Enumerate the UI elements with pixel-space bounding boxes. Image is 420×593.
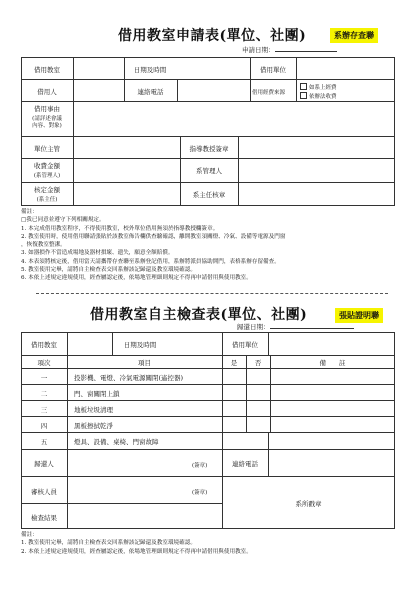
col-no-header: 項次 (37, 359, 51, 367)
col-no-answer-header: 否 (254, 359, 262, 367)
form2-notes: 備註： 1. 教室使用完畢，請將自主檢查表交回系辦該記歸還及教室環境確認。 2. 本依上述規定違規使用，經查屬認定後，依場地管理細則規定不得再申請借用與使用教室。 (21, 532, 252, 555)
dept-head-sign-label: 系主任核章 (192, 191, 226, 199)
returner-label: 歸還人 (34, 460, 54, 468)
form2-phone-label: 連絡電話 (232, 460, 258, 468)
reason-hint-1: (請詳述會議 (32, 116, 62, 122)
stamp-label: 系所戳章 (295, 500, 322, 508)
checklist-item: 投影機、電燈、冷氣電源關閉(遙控器) (74, 374, 184, 382)
dept-manager-label: 系管理人 (196, 167, 222, 175)
checklist-item: 地板垃圾清理 (74, 406, 113, 414)
phone-label: 連絡電話 (137, 88, 164, 96)
returner-sign-hint: (簽章) (192, 463, 208, 469)
checkbox-icon (300, 92, 307, 99)
returner-row (21, 449, 395, 477)
form2-datetime-label: 日期及時間 (123, 341, 157, 349)
advisor-sign-label: 指導教授簽章 (189, 145, 229, 153)
reason-hint-2: 內容、對象) (32, 123, 62, 129)
checklist-item: 燈具、設備、桌椅、門窗故障 (74, 438, 159, 446)
form2-borrow-room-label: 借用教室 (31, 341, 57, 349)
fee-amount-sub: (系管理人) (33, 173, 61, 179)
agree-checkbox[interactable]: □我已同意並遵守下列相關規定。 (21, 217, 105, 224)
funding-source-label: 借用經費來源 (252, 90, 286, 96)
unit-head-label: 單位主管 (34, 145, 60, 153)
reason-label: 借用事由 (34, 105, 60, 113)
form2-title: 借用教室自主檢查表(單位、社團) (90, 307, 308, 323)
reviewer-label: 審核人員 (31, 488, 57, 496)
borrower-label: 借用人 (37, 88, 57, 96)
approved-amount-sub: (系主任) (36, 197, 58, 203)
col-remark-header: 備 註 (319, 359, 346, 367)
checklist-item: 黑板擦拭乾淨 (74, 422, 113, 430)
item-no: 五 (40, 438, 48, 446)
col-yes-header: 是 (230, 359, 238, 367)
form2-copy-tag: 張貼證明聯 (335, 308, 383, 323)
fund-option-dept[interactable]: 如系上經費 (300, 83, 337, 91)
application-date-field[interactable] (275, 45, 337, 52)
form1-notes: 備註： □我已同意並遵守下列相關規定。 1. 本完成借用教室程序，不得使用教室，校外單位借用無須於指導教授欄簽章。 2. 教室使用時，使用借用聯請張貼於該教室佈告欄供查驗確認，離開教室須關燈、冷氣、設備等電源及門窗 ，恢復教室整潔。 3. 如器損作不當造成場地及器材損壞、遺失，願意全額賠償。 4. 本表須將核定後，借用當天請攜帶存查聯至系辦登記借用，系辦將派員協助開門，表格系辦存留備查。 5. 教室使用完畢，請將自主檢查表交回系辦該記歸還及教室環境確認。 6. 本依上述規定違規使用，經查屬認定後，依場地管理細則規定不得再申請借用與使用教室。 (21, 209, 286, 282)
item-no: 二 (40, 390, 48, 398)
form2-borrow-unit-label: 借用單位 (232, 341, 258, 349)
form1-date-label: 申請日期： (242, 45, 337, 54)
checklist-item: 門、窗關閉上鎖 (74, 390, 120, 398)
datetime-label: 日期及時間 (133, 66, 167, 74)
form1-title: 借用教室申請表(單位、社團) (118, 28, 307, 44)
item-no: 四 (40, 422, 48, 430)
form2-date-label: 歸還日期： (237, 322, 354, 331)
checkbox-icon (300, 83, 307, 90)
fund-option-fee[interactable]: 依辦法收費 (300, 92, 337, 100)
col-item-header: 項目 (138, 359, 151, 367)
borrow-unit-label: 借用單位 (260, 66, 286, 74)
cut-line (36, 293, 388, 294)
borrow-room-label: 借用教室 (34, 66, 60, 74)
form1-copy-tag: 系辦存查聯 (330, 28, 378, 43)
return-date-field[interactable] (270, 322, 354, 329)
reviewer-sign-hint: (簽章) (192, 490, 208, 496)
item-no: 一 (40, 374, 48, 382)
fee-amount-label: 收費金額 (34, 162, 60, 170)
approved-amount-label: 核定金額 (34, 186, 60, 194)
item-no: 三 (40, 406, 48, 414)
result-label: 檢查結果 (31, 514, 57, 522)
